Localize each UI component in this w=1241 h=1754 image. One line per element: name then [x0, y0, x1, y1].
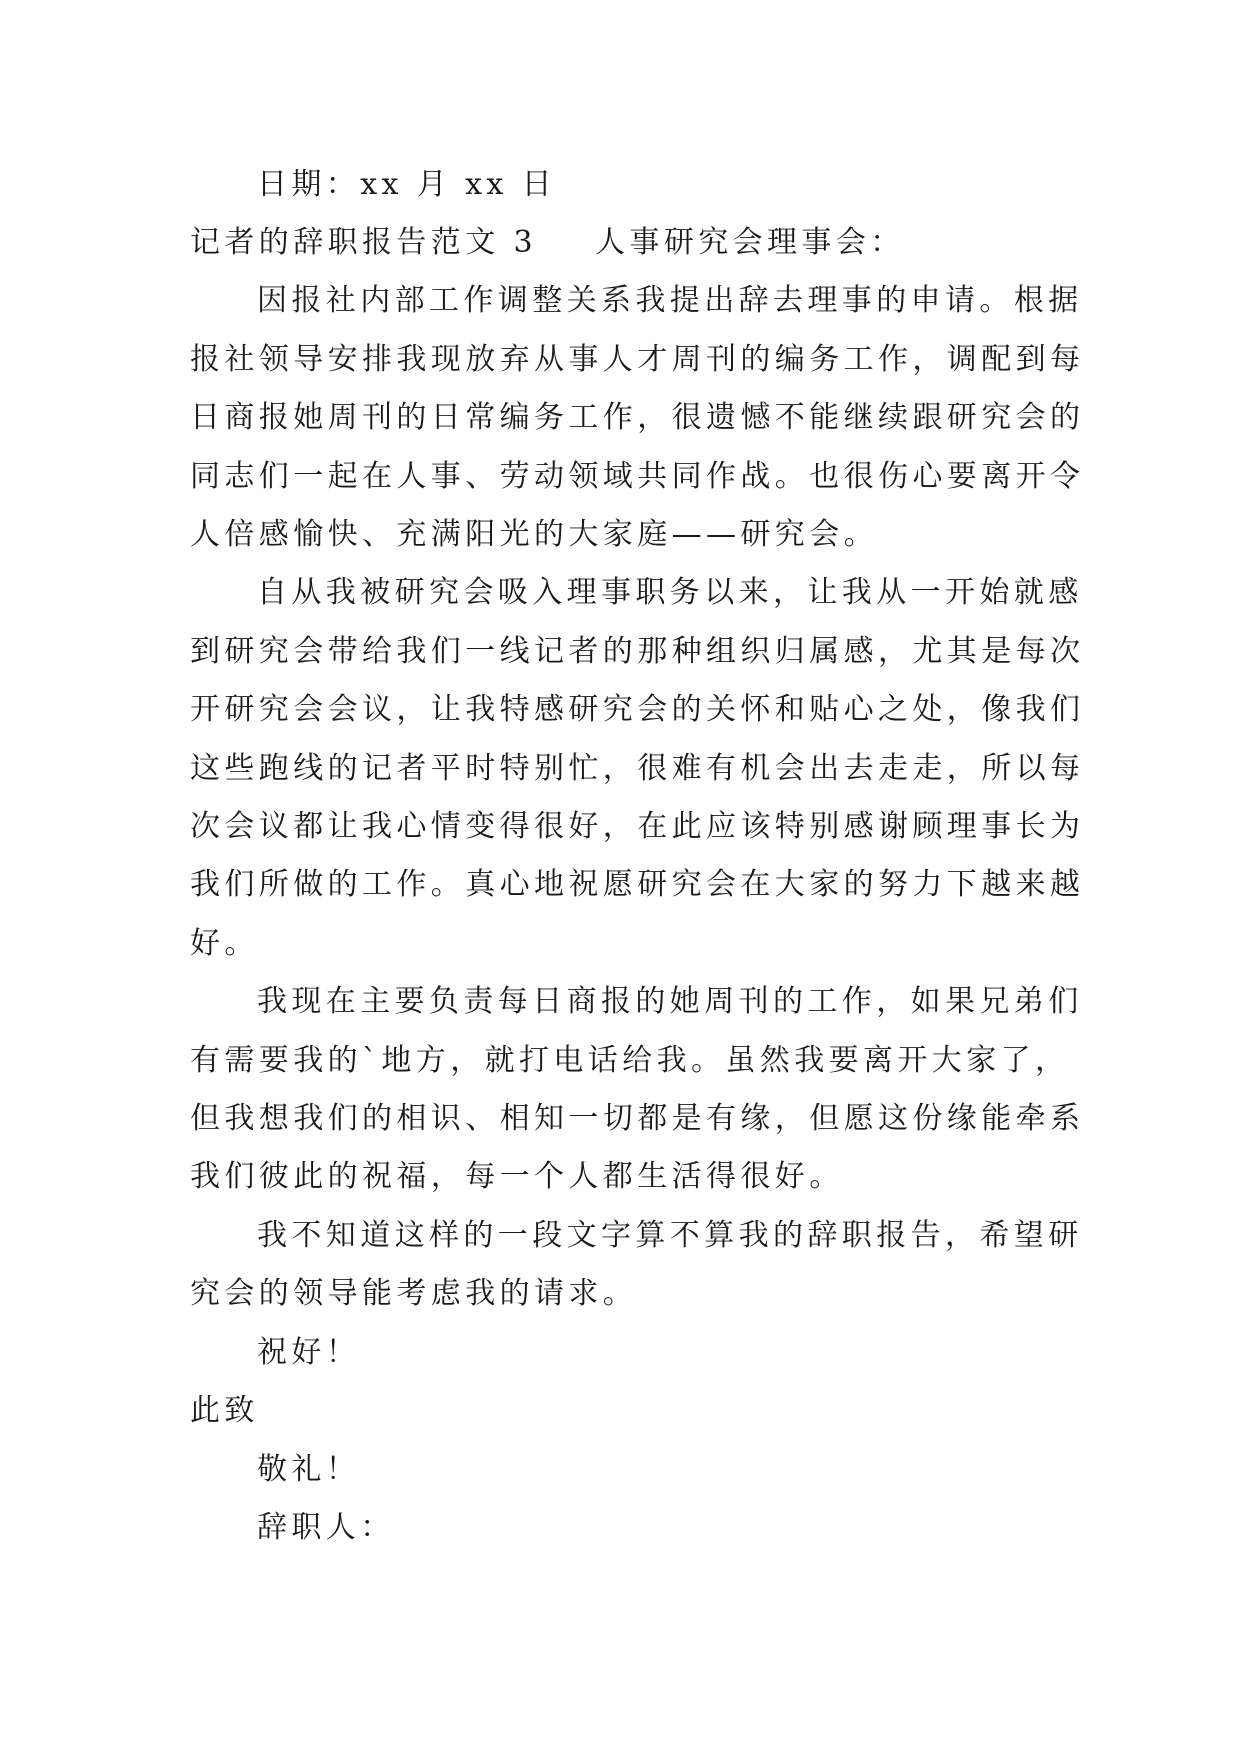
paragraph-1-line-3: 日商报她周刊的日常编务工作，很遗憾不能继续跟研究会的 [190, 400, 1085, 435]
paragraph-2-line-1: 自从我被研究会吸入理事职务以来，让我从一开始就感 [257, 575, 1083, 610]
paragraph-2-line-6: 我们所做的工作。真心地祝愿研究会在大家的努力下越来越 [190, 867, 1085, 902]
wishes: 祝好！ [257, 1335, 361, 1370]
paragraph-4-line-1: 我不知道这样的一段文字算不算我的辞职报告，希望研 [257, 1218, 1083, 1253]
paragraph-3-line-3: 但我想我们的相识、相知一切都是有缘，但愿这份缘能牵系 [190, 1101, 1085, 1136]
paragraph-1-line-2: 报社领导安排我现放弃从事人才周刊的编务工作，调配到每 [190, 342, 1085, 377]
document-title: 记者的辞职报告范文 3 [190, 225, 538, 260]
paragraph-1-line-5: 人倍感愉快、充满阳光的大家庭——研究会。 [190, 517, 878, 552]
paragraph-2-line-4: 这些跑线的记者平时特别忙，很难有机会出去走走，所以每 [190, 751, 1085, 786]
signature-label: 辞职人： [257, 1510, 395, 1545]
paragraph-3-line-2: 有需要我的`地方，就打电话给我。虽然我要离开大家了， [190, 1043, 1070, 1078]
paragraph-4-line-2: 究会的领导能考虑我的请求。 [190, 1276, 638, 1311]
paragraph-1-line-4: 同志们一起在人事、劳动领域共同作战。也很伤心要离开令 [190, 459, 1085, 494]
closing-cizhi: 此致 [190, 1393, 259, 1428]
paragraph-2-line-3: 开研究会会议，让我特感研究会的关怀和贴心之处，像我们 [190, 692, 1085, 727]
paragraph-2-line-2: 到研究会带给我们一线记者的那种组织归属感，尤其是每次 [190, 634, 1085, 669]
date-line: 日期：xx 月 xx 日 [257, 167, 557, 202]
paragraph-2-line-5: 次会议都让我心情变得很好，在此应该特别感谢顾理事长为 [190, 809, 1085, 844]
paragraph-3-line-1: 我现在主要负责每日商报的她周刊的工作，如果兄弟们 [257, 984, 1083, 1019]
closing-jingli: 敬礼！ [257, 1452, 361, 1487]
salutation: 人事研究会理事会： [595, 225, 905, 260]
paragraph-2-line-7: 好。 [190, 926, 259, 961]
paragraph-1-line-1: 因报社内部工作调整关系我提出辞去理事的申请。根据 [257, 283, 1083, 318]
title-line [190, 213, 905, 273]
paragraph-3-line-4: 我们彼此的祝福，每一个人都生活得很好。 [190, 1159, 844, 1194]
